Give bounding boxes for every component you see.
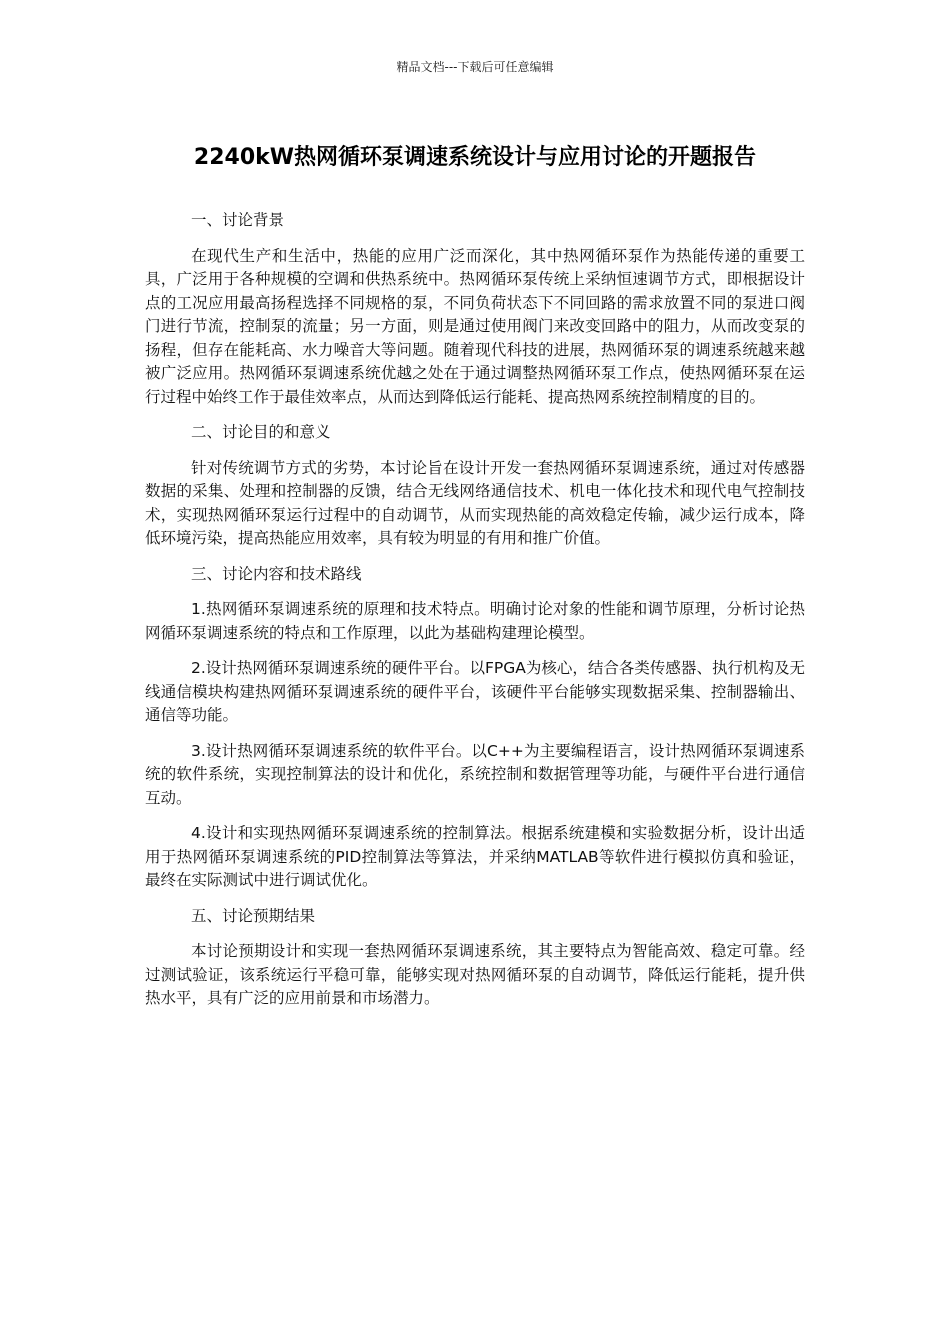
numbered-paragraph: 1.热网循环泵调速系统的原理和技术特点。明确讨论对象的性能和调节原理，分析讨论热网循环泵调速系统的特点和工作原理，以此为基础构建理论模型。 (145, 600, 805, 642)
body-paragraph: 针对传统调节方式的劣势，本讨论旨在设计开发一套热网循环泵调速系统，通过对传感器数据的采集、处理和控制器的反馈，结合无线网络通信技术、机电一体化技术和现代电气控制技术，实现热网循环泵运行过程中的自动调节，从而实现热能的高效稳定传输，减少运行成本，降低环境污染，提高热能应用效率，具有较为明显的有用和推广价值。 (145, 458, 805, 547)
section-heading: 五、讨论预期结果 (191, 906, 316, 925)
section-heading: 一、讨论背景 (191, 211, 285, 229)
section-heading: 二、讨论目的和意义 (191, 423, 331, 441)
section-content-route (145, 563, 805, 893)
body-paragraph: 本讨论预期设计和实现一套热网循环泵调速系统，其主要特点为智能高效、稳定可靠。经过测试验证，该系统运行平稳可靠，能够实现对热网循环泵的自动调节，降低运行能耗，提升供热水平，具有广泛的应用前景和市场潜力。 (145, 942, 805, 1007)
numbered-paragraph: 4.设计和实现热网循环泵调速系统的控制算法。根据系统建模和实验数据分析，设计出适用于热网循环泵调速系统的PID控制算法等算法，并采纳MATLAB等软件进行模拟仿真和验证，最终在实际测试中进行调试优化。 (145, 824, 805, 889)
section-expected-results (145, 905, 805, 1011)
numbered-paragraph: 3.设计热网循环泵调速系统的软件平台。以C++为主要编程语言，设计热网循环泵调速系统的软件系统，实现控制算法的设计和优化，系统控制和数据管理等功能，与硬件平台进行通信互动。 (145, 741, 805, 807)
document-body (145, 209, 805, 1023)
page-header: 精品文档---下载后可任意编辑 (396, 60, 554, 74)
numbered-paragraph: 2.设计热网循环泵调速系统的硬件平台。以FPGA为核心，结合各类传感器、执行机构及无线通信模块构建热网循环泵调速系统的硬件平台，该硬件平台能够实现数据采集、控制器输出、通信等功能。 (145, 659, 805, 724)
section-purpose (145, 421, 805, 551)
body-paragraph: 在现代生产和生活中，热能的应用广泛而深化，其中热网循环泵作为热能传递的重要工具，广泛用于各种规模的空调和供热系统中。热网循环泵传统上采纳恒速调节方式，即根据设计点的工况应用最高扬程选择不同规格的泵，不同负荷状态下不同回路的需求放置不同的泵进口阀门进行节流，控制泵的流量；另一方面，则是通过使用阀门来改变回路中的阻力，从而改变泵的扬程，但存在能耗高、水力噪音大等问题。随着现代科技的进展，热网循环泵的调速系统越来越被广泛应用。热网循环泵调速系统优越之处在于通过调整热网循环泵工作点，使热网循环泵在运行过程中始终工作于最佳效率点，从而达到降低运行能耗、提高热网系统控制精度的目的。 (145, 246, 805, 406)
section-background (145, 209, 805, 409)
section-heading: 三、讨论内容和技术路线 (191, 564, 362, 583)
document-title: 2240kW热网循环泵调速系统设计与应用讨论的开题报告 (193, 145, 757, 170)
